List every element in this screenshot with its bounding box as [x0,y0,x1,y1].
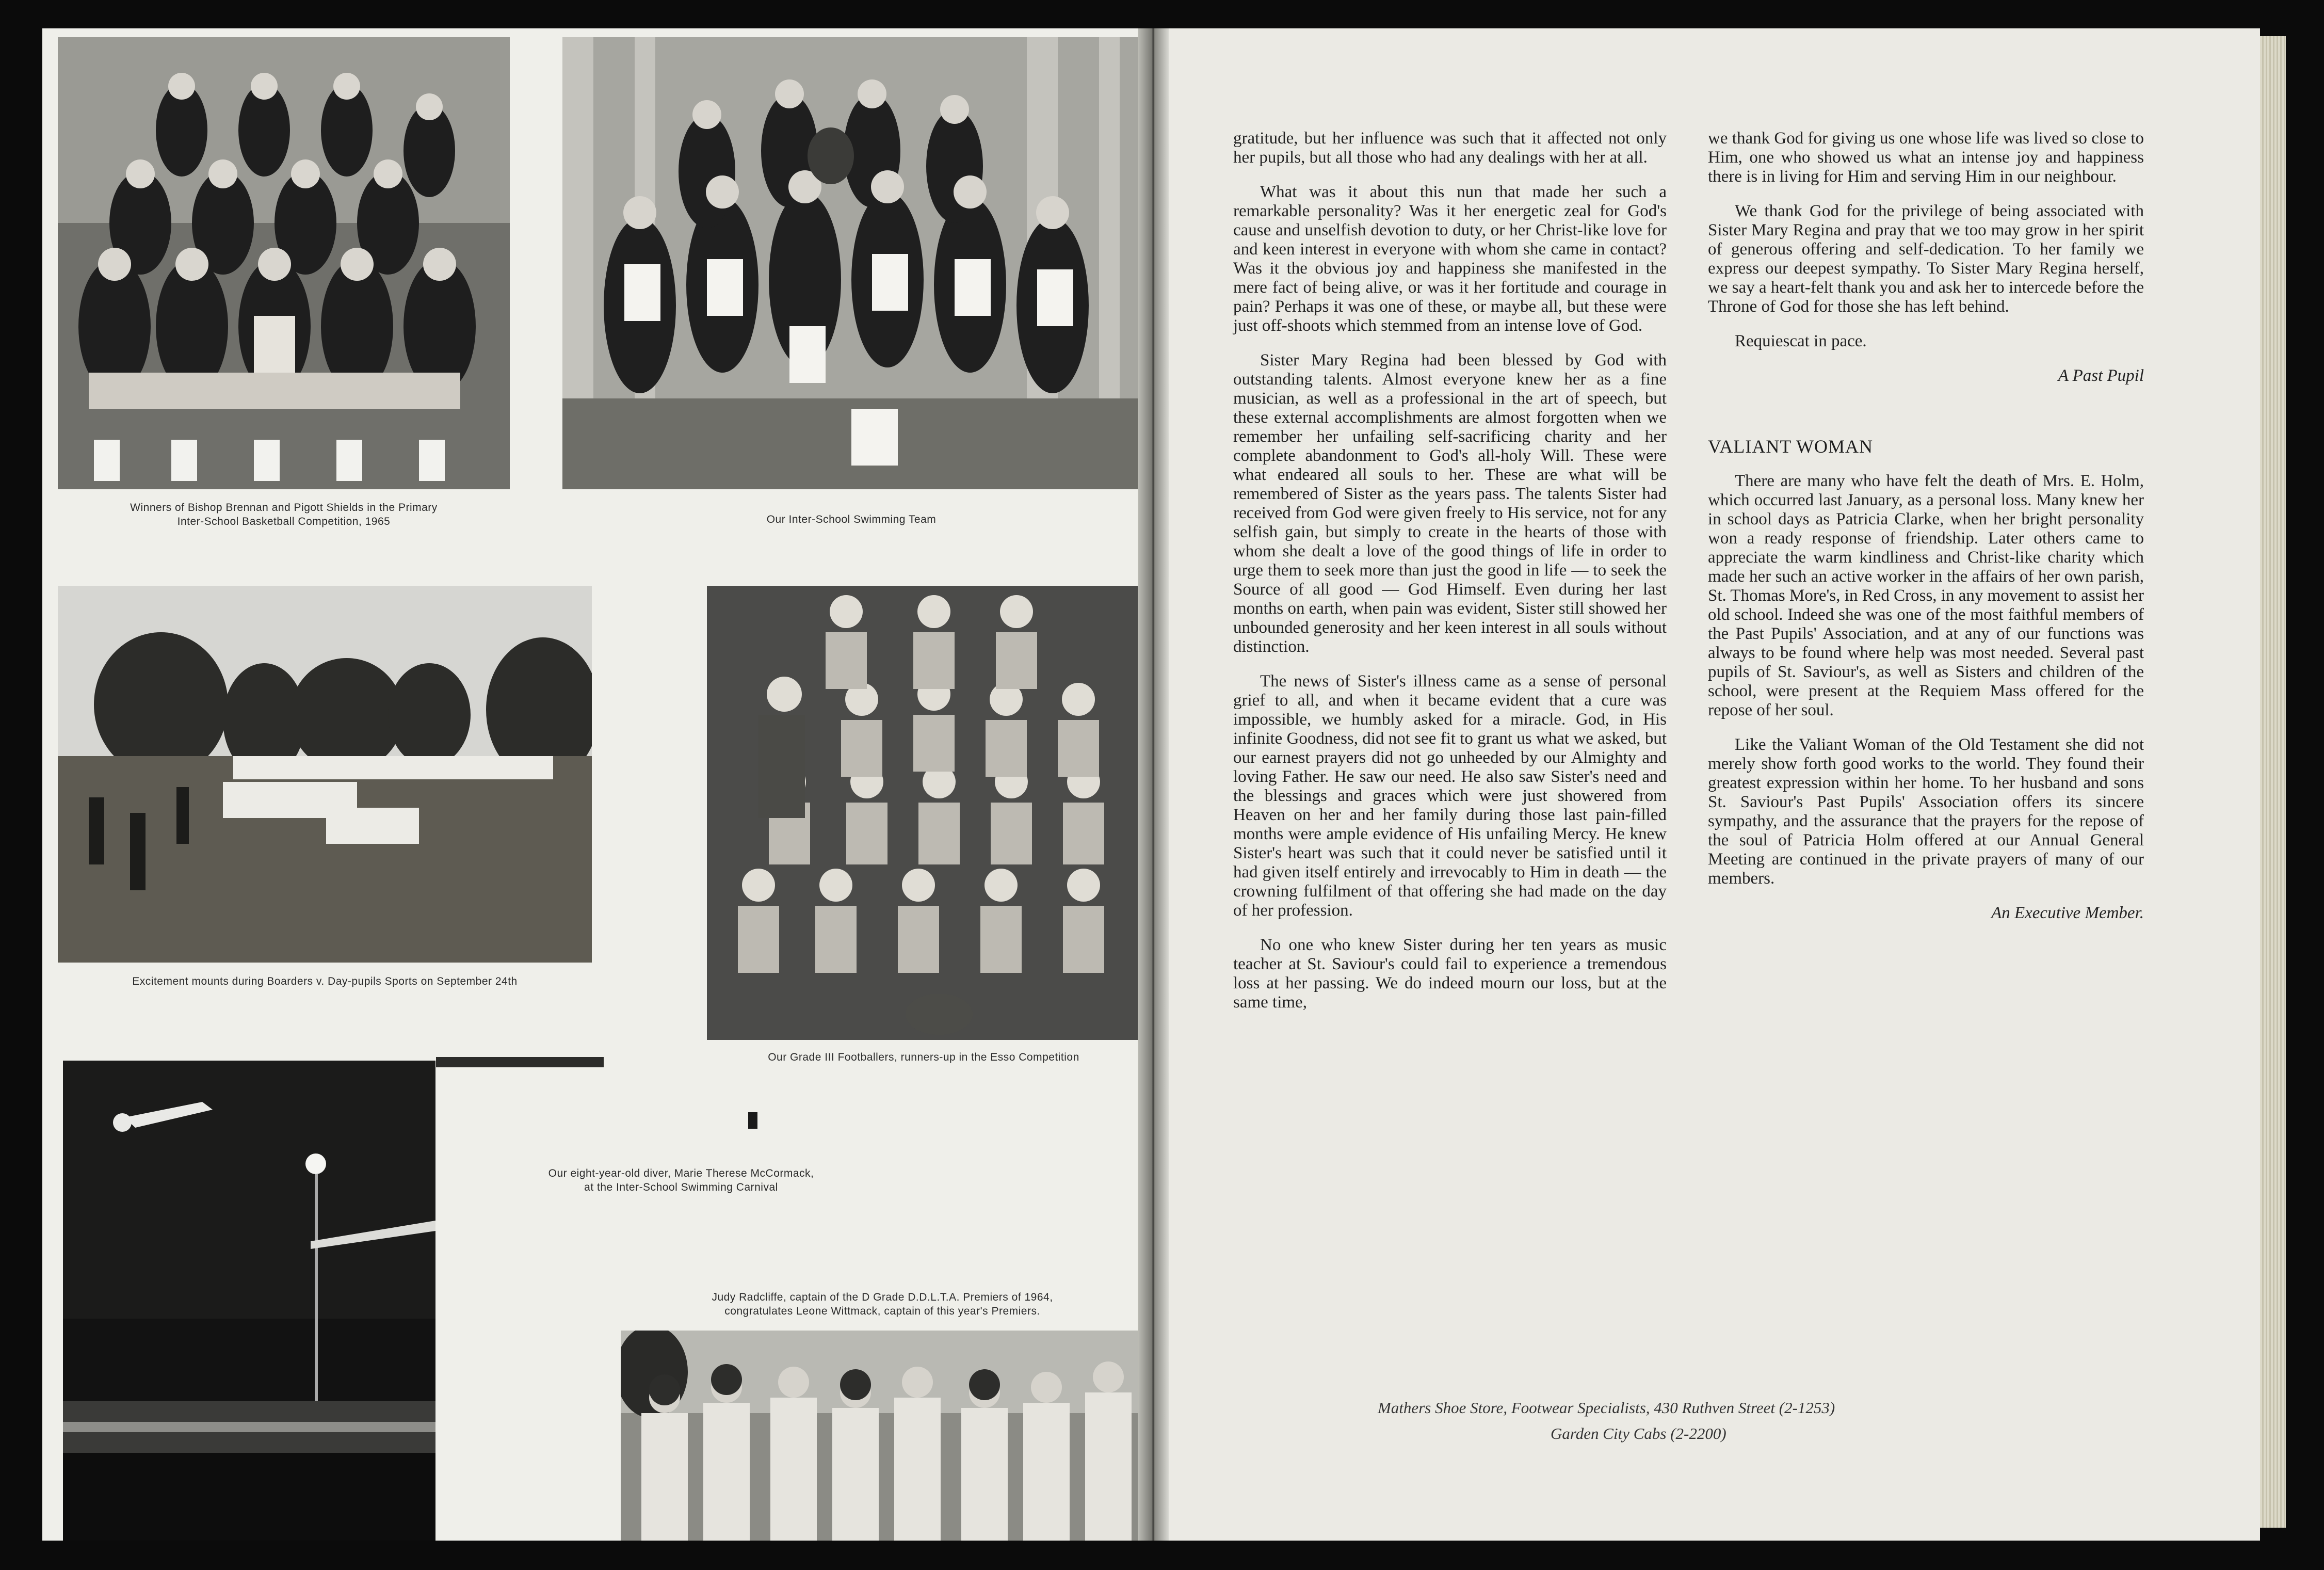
photo-tennis [621,1331,1143,1541]
book-spine [1138,28,1169,1541]
caption-swimming-team: Our Inter-School Swimming Team [766,514,937,525]
paragraph: No one who knew Sister during her ten years as music teacher at St. Saviour's could fail to experience a tremendous loss at her passing. We do indeed mourn our loss, but at the same time, [1233,936,1667,1012]
paragraph: There are many who have felt the death of Mrs. E. Holm, which occurred last January, as a personal loss. Many knew her in school days as Patricia Clarke, when her bright personality won a ready response of friendship. Later others came to appreciate the warm kindliness and Christ-like charity which made her such an active worker in the affairs of her own parish, St. Thomas More's, in Red Cross, in any movement to assist her old school. Indeed she was one of the most faithful members of the Past Pupils' Association, and at any of our functions was always to be found where help was most needed. Several past pupils of St. Saviour's, as well as Sisters and children of the school, were present at the Requiem Mass offered for the repose of her soul. [1708,472,2144,719]
caption-football-team: Our Grade III Footballers, runners-up in the Esso Competition [768,1051,1079,1063]
photo-strip [436,1057,604,1067]
paragraph: The news of Sister's illness came as a sense of personal grief to all, and when it became evident that a cure was impossible, we humbly asked for a miracle. God, in His infinite Goodness, did not see fit to grant us what we asked, but our earnest prayers did not go unheeded by our Almighty and loving Father. He saw our need. He also saw Sister's need and the blessings and graces which were just showered from Heaven on her and her family during those last pain-filled months were ample evidence of His unfailing Mercy. He knew Sister's heart was such that it could never be satisfied until it had given itself entirely and irrevocably to Him in death — the crowning fulfilment of that offering she had made on the day of her profession. [1233,672,1667,920]
article-column-2 [1708,129,2144,938]
advertisement-cabs: Garden City Cabs (2-2200) [1551,1424,1726,1443]
paragraph: Requiescat in pace. [1735,332,1867,350]
advertisement-shoe-store: Mathers Shoe Store, Footwear Specialists, 430 Ruthven Street (2-1253) [1378,1399,1835,1417]
paragraph: we thank God for giving us one whose life was lived so close to Him, one who showed us what an intense joy and happiness there is in living for Him and serving Him in our neighbour. [1708,129,2144,186]
paragraph: gratitude, but her influence was such that it affected not only her pupils, but all those who had any dealings with her at all. [1233,129,1667,167]
page-edge [2260,36,2286,1528]
photo-swimming-team [562,37,1143,489]
photo-sports-day [58,586,592,963]
photo-basketball-team [58,37,510,489]
photo-diver [63,1061,435,1541]
caption-basketball: Winners of Bishop Brennan and Pigott Shields in the Primary Inter-School Basketball Competition, 1965 [130,502,438,527]
section-heading: VALIANT WOMAN [1708,436,1874,457]
photo-football-team [707,586,1143,1040]
article-column-1 [1233,129,1667,1028]
signature-past-pupil: A Past Pupil [2058,366,2144,385]
paragraph: We thank God for the privilege of being associated with Sister Mary Regina and pray that we too may grow in her spirit of generous offering and self-dedication. To her family we express our deepest sympathy. To Sister Mary Regina herself, we say a heart-felt thank you and ask her to intercede before the Throne of God for those she has left behind. [1708,202,2144,316]
paragraph: Sister Mary Regina had been blessed by God with outstanding talents. Almost everyone knew her as a fine musician, as well as a professional in the art of speech, but these external accomplishments are almost forgotten when we remember her unfailing self-sacrificing charity and her complete abandonment to God's all-holy Will. These were what endeared all souls to her. These are what will be remembered of Sister as the years pass. The talents Sister had received from God were given freely to His service, not for any selfish gain, but simply to create in the hearts of those with whom she dealt a love of the good things of life in order to urge them to seek more than just the good in life — to seek the Source of all good — God Himself. Even during her last months on earth, when pain was evident, Sister still showed her unbounded generosity and her keen interest in all souls without distinction. [1233,351,1667,656]
signature-executive-member: An Executive Member. [1991,904,2144,922]
gutter-mark [748,1112,757,1129]
paragraph: What was it about this nun that made her such a remarkable personality? Was it her energetic zeal for God's cause and unselfish devotion to duty, or her Christ-like love for and keen interest in everyone with whom she came in contact? Was it the obvious joy and happiness she manifested in the mere fact of being alive, or was it her fortitude and courage in pain? Perhaps it was one of these, or maybe all, but these were just off-shoots which stemmed from an intense love of God. [1233,183,1667,335]
caption-tennis: Judy Radcliffe, captain of the D Grade D.D.L.T.A. Premiers of 1964, congratulates Leone Wittmack, captain of this year's Premiers. [712,1291,1053,1317]
caption-sports-day: Excitement mounts during Boarders v. Day-pupils Sports on September 24th [132,975,518,987]
caption-diver: Our eight-year-old diver, Marie Therese McCormack, at the Inter-School Swimming Carnival [548,1167,814,1193]
paragraph: Like the Valiant Woman of the Old Testament she did not merely show forth good works to the world. They found their greatest expression within her home. To her husband and sons St. Saviour's Past Pupils' Association offers its sincere sympathy, and the assurance that the prayers for the repose of the soul of Patricia Holm offered at our Annual General Meeting are continued in the private prayers of many of our members. [1708,735,2144,888]
